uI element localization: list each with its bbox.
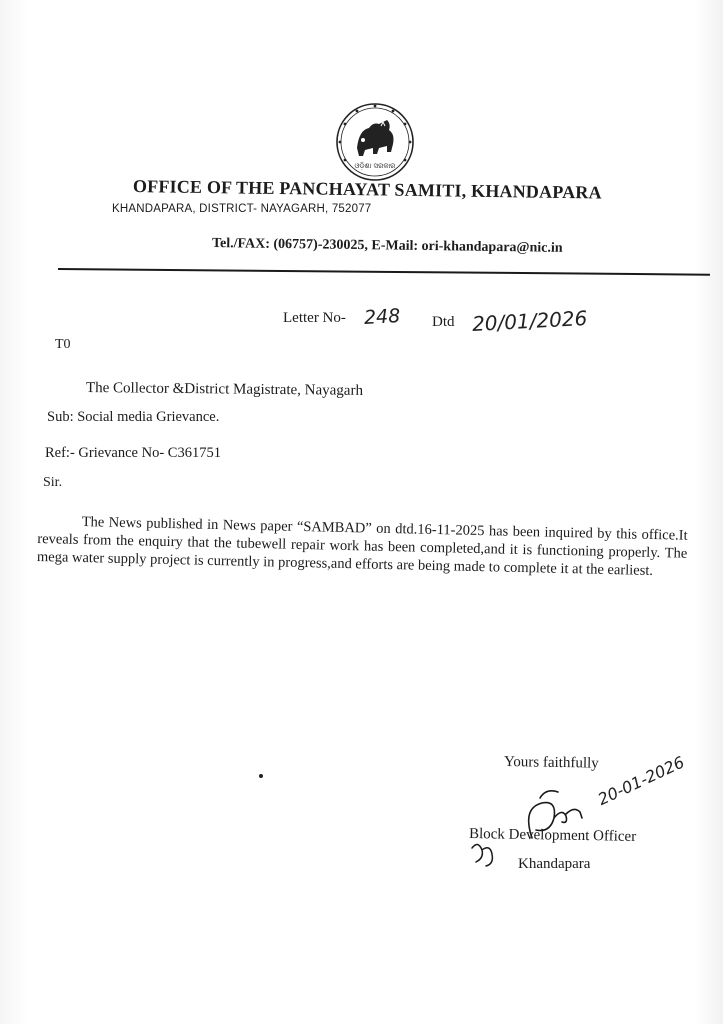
- signer-title: Block Development Officer: [468, 826, 637, 845]
- date-label: Dtd: [432, 314, 455, 330]
- office-title: OFFICE OF THE PANCHAYAT SAMITI, KHANDAPARA: [132, 176, 602, 203]
- header-divider: [58, 268, 710, 276]
- body-paragraph: [37, 512, 688, 581]
- to-label: T0: [55, 337, 71, 352]
- signer-place: Khandapara: [518, 856, 591, 872]
- salutation: Sir.: [43, 475, 63, 490]
- recipient: The Collector &District Magistrate, Nayagarh: [85, 380, 364, 399]
- svg-text:ଓଡ଼ିଶା ସରକାର: ଓଡ଼ିଶା ସରକାର: [354, 162, 396, 170]
- letter-no-value: 248: [363, 305, 401, 329]
- contact-line: Tel./FAX: (06757)-230025, E-Mail: ori-khandapara@nic.in: [211, 236, 563, 256]
- letter-no-label: Letter No-: [283, 310, 346, 326]
- body-text: The News published in News paper “SAMBAD” on dtd.16-11-2025 has been inquired by this office.It reveals from the enquiry that the tubewell repair work has been completed,and it is functioning properly. The mega water supply project is currently in progress,and efforts are being made to complete it at the earliest.: [36, 513, 688, 579]
- ink-dot: [259, 774, 263, 778]
- signature-date: 20-01-2026: [594, 752, 688, 809]
- subject-line: Sub: Social media Grievance.: [47, 409, 220, 425]
- office-address: KHANDAPARA, DISTRICT- NAYAGARH, 752077: [112, 203, 372, 215]
- date-value: 20/01/2026: [471, 305, 588, 337]
- odisha-emblem: [333, 100, 417, 184]
- closing: Yours faithfully: [503, 754, 599, 772]
- reference-line: Ref:- Grievance No- C361751: [45, 445, 221, 461]
